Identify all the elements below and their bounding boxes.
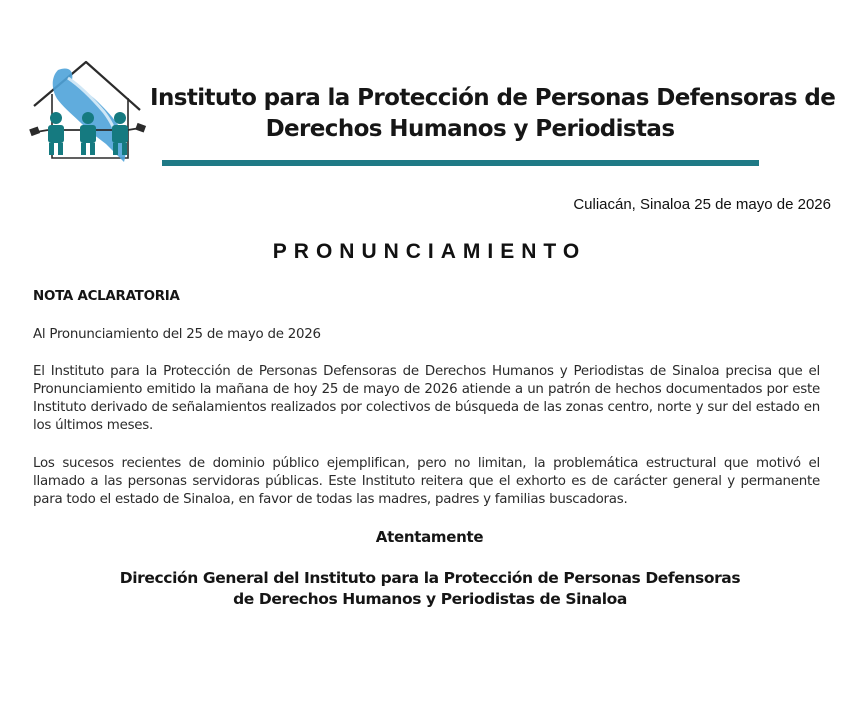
- document-title: PRONUNCIAMIENTO: [272, 240, 587, 263]
- header-divider: [162, 160, 759, 166]
- signature-line-1: Dirección General del Instituto para la Protección de Personas Defensoras: [119, 569, 741, 587]
- closing-salutation: Atentamente: [375, 528, 484, 546]
- dateline: Culiacán, Sinaloa 25 de mayo de 2026: [573, 196, 831, 213]
- note-heading: NOTA ACLARATORIA: [33, 289, 180, 304]
- institute-logo: [28, 58, 148, 170]
- paragraph-1: El Instituto para la Protección de Personas Defensoras de Derechos Humanos y Periodistas de Sinaloa precisa que el Pronunciamiento emitido la mañana de hoy 25 de mayo de 2026 atiende a un patrón de hechos documentados por este Instituto derivado de señalamientos realizados por colectivos de búsqueda de las zonas centro, norte y sur del estado en los últimos meses.: [33, 364, 820, 433]
- institute-name-header: [150, 83, 836, 145]
- paragraph-2: Los sucesos recientes de dominio público ejemplifican, pero no limitan, la problemática estructural que motivó el llamado a las personas servidoras públicas. Este Instituto reitera que el exhorto es de carácter general y permanente para todo el estado de Sinaloa, en favor de todas las madres, padres y familias buscadoras.: [33, 456, 820, 507]
- subject-line: Al Pronunciamiento del 25 de mayo de 2026: [33, 327, 321, 342]
- signature-block: [60, 568, 800, 610]
- signature-line-2: de Derechos Humanos y Periodistas de Sinaloa: [233, 590, 627, 608]
- header-title-line-1: Instituto para la Protección de Personas Defensoras de: [150, 85, 836, 111]
- header-title-line-2: Derechos Humanos y Periodistas: [265, 116, 675, 142]
